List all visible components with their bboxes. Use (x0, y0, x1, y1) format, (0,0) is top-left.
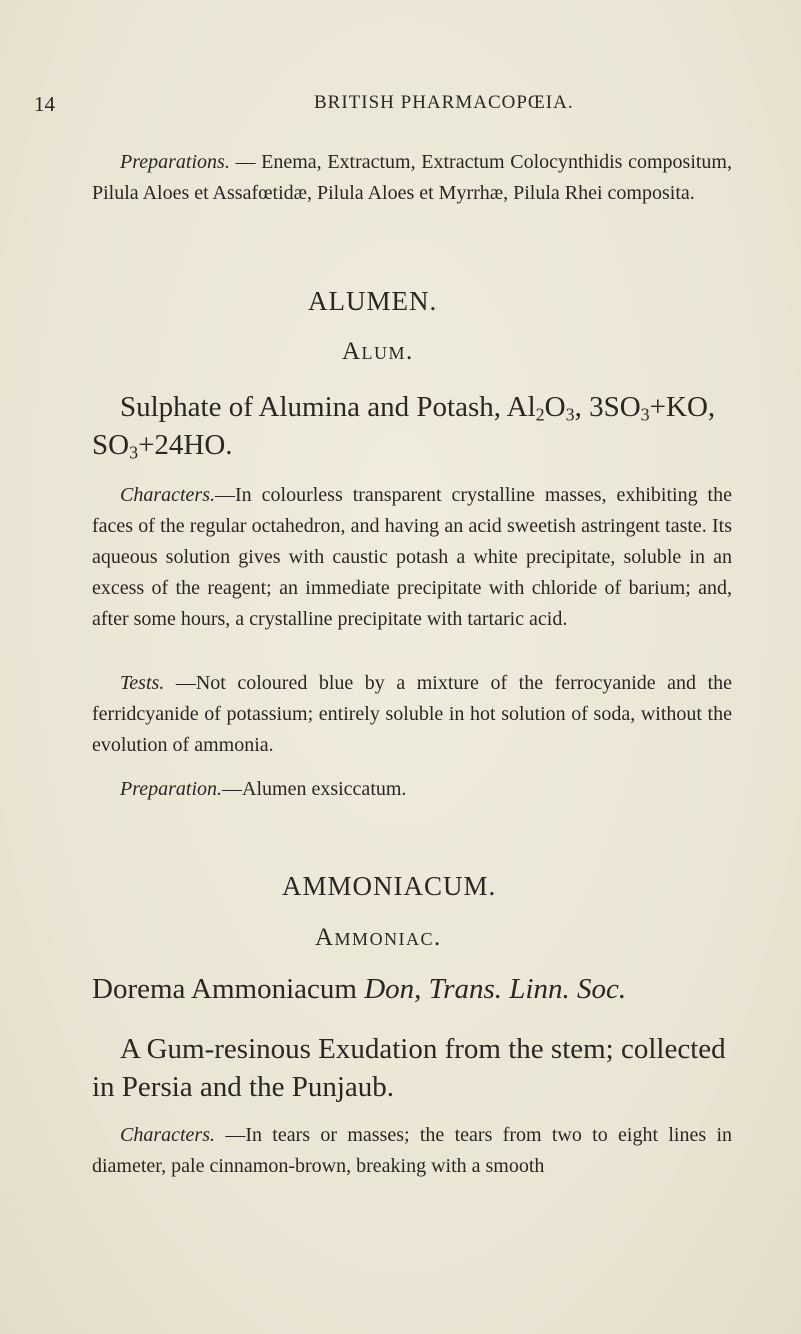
formula-part: Sulphate of Alumina and Potash, Al (120, 391, 536, 423)
formula-part: +24HO. (138, 429, 233, 461)
alumen-tests-text: —Not coloured blue by a mixture of the ferrocyanide and the ferridcyanide of potassium; entirely soluble in hot solution of soda, without the evolution of ammonia. (92, 672, 732, 756)
alumen-tests-lead: Tests. (120, 672, 165, 694)
preparations-text: — Enema, Extractum, Extractum Colocynthidis compositum, Pilula Aloes et Assafœtidæ, Pilula Aloes et Myrrhæ, Pilula Rhei composita. (92, 151, 732, 204)
ammoniacum-title: AMMONIACUM. (282, 871, 497, 901)
alumen-preparation-text: —Alumen exsiccatum. (222, 778, 407, 800)
alumen-characters-paragraph (92, 480, 732, 635)
ammoniacum-subtitle: Ammoniac. (315, 924, 442, 951)
source-citation: Don, Trans. Linn. Soc. (364, 973, 627, 1005)
page-number: 14 (34, 92, 55, 116)
ammoniacum-source (92, 970, 742, 1008)
alumen-characters-text: —In colourless transparent crystalline masses, exhibiting the faces of the regular octahedron, and having an acid sweetish astringent taste. Its aqueous solution gives with caustic potash a white precipitate, soluble in an excess of the reagent; an immediate precipitate with chloride of barium; and, after some hours, a crystalline precipitate with tartaric acid. (92, 484, 732, 630)
running-title: BRITISH PHARMACOPŒIA. (314, 92, 574, 113)
alumen-title: ALUMEN. (308, 286, 438, 316)
alumen-subtitle: Alum. (342, 338, 414, 365)
alumen-formula (92, 388, 742, 464)
preparations-paragraph (92, 147, 732, 209)
formula-subscript: 3 (565, 404, 575, 425)
description-text: A Gum-resinous Exudation from the stem; collected in Persia and the Punjaub. (92, 1033, 726, 1103)
formula-part: +KO, SO (92, 391, 716, 461)
formula-part: O (544, 391, 566, 423)
source-plain: Dorema Ammoniacum (92, 973, 365, 1005)
ammoniacum-characters-paragraph (92, 1120, 732, 1182)
alumen-preparation-paragraph (92, 774, 732, 805)
alumen-characters-lead: Characters. (120, 484, 215, 506)
formula-subscript: 2 (535, 404, 545, 425)
ammoniacum-description (92, 1030, 742, 1106)
formula-subscript: 3 (640, 404, 650, 425)
alumen-tests-paragraph (92, 668, 732, 761)
preparations-lead: Preparations. (120, 151, 230, 173)
ammoniacum-characters-lead: Characters. (120, 1124, 215, 1146)
ammoniacum-characters-text: —In tears or masses; the tears from two to eight lines in diameter, pale cinnamon-brown, breaking with a smooth (92, 1124, 732, 1177)
formula-part: , 3SO (574, 391, 641, 423)
formula-subscript: 3 (129, 442, 139, 463)
alumen-preparation-lead: Preparation. (120, 778, 223, 800)
